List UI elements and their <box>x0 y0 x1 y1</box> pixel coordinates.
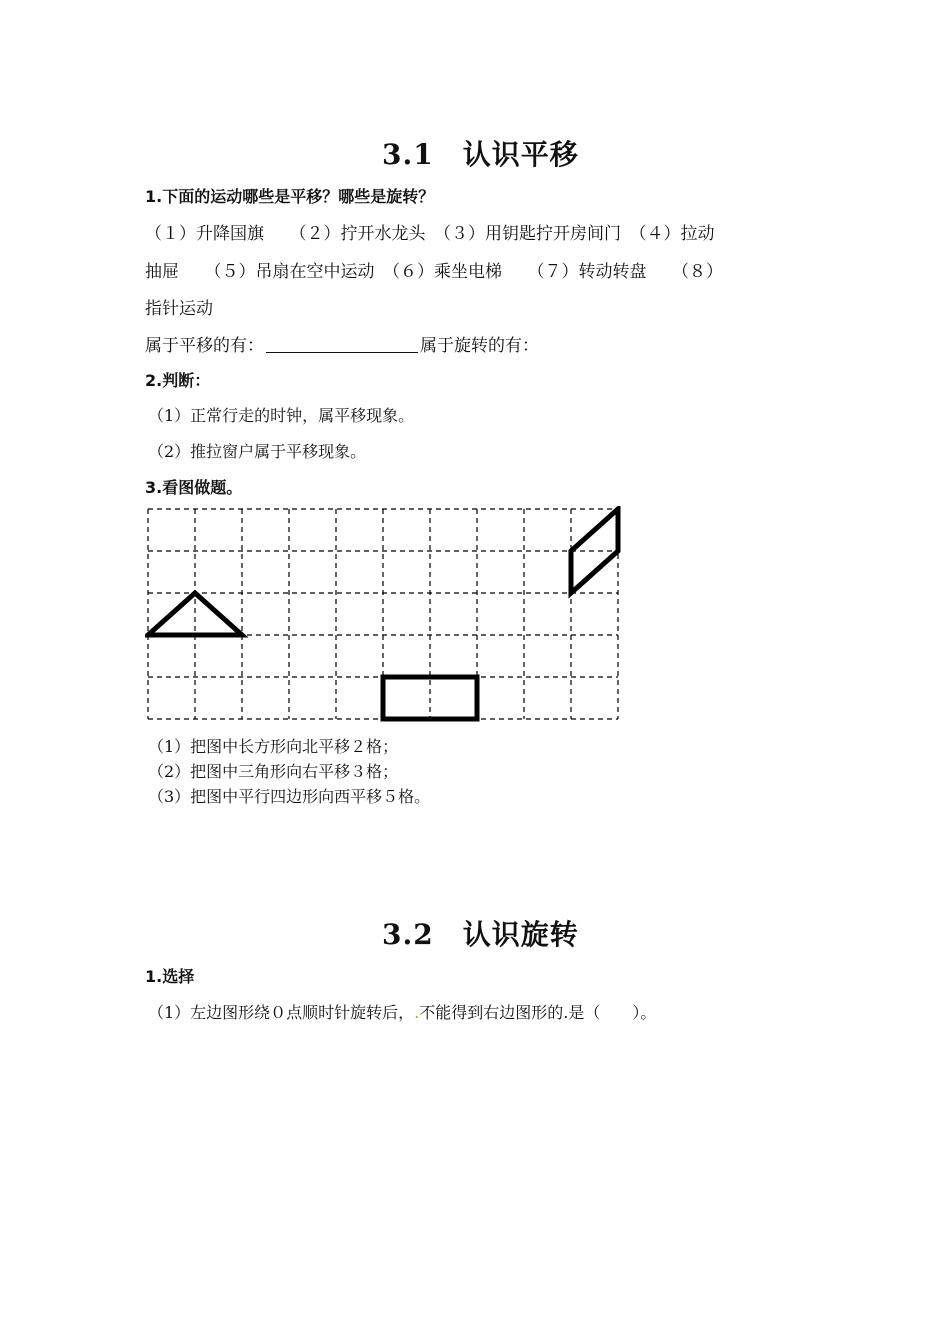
emphasis-dot: . <box>414 1003 420 1022</box>
q1-line-3: 指针运动 <box>145 299 213 319</box>
rotation-label: 属于旋转的有： <box>420 336 539 356</box>
s2-q1-item-1 <box>148 1000 656 1023</box>
q3-item-3: （3）把图中平行四边形向西平移５格。 <box>148 787 431 806</box>
q1-line-2: 抽屉 （５）吊扇在空中运动 （６）乘坐电梯 （７）转动转盘 （８） <box>145 262 723 282</box>
translation-grid-figure <box>145 506 625 726</box>
q1-answer-line <box>145 331 539 356</box>
q3-item-1: （1）把图中长方形向北平移２格； <box>148 737 399 756</box>
s2-q1-item-1-part-c: .是（ ）。 <box>563 1003 657 1022</box>
s2-q1-item-1-part-a: （1）左边图形绕０点顺时针旋转后， <box>148 1003 415 1022</box>
translation-label: 属于平移的有： <box>145 336 264 356</box>
section1-title: 3.1 认识平移 <box>382 138 579 171</box>
q2-heading: 2.判断： <box>145 371 211 390</box>
s2-q1-heading: 1.选择 <box>145 967 195 986</box>
q2-item-2: （2）推拉窗户属于平移现象。 <box>148 442 367 461</box>
q3-heading: 3.看图做题。 <box>145 478 243 497</box>
q3-item-2: （2）把图中三角形向右平移３格； <box>148 762 399 781</box>
q1-heading: 1.下面的运动哪些是平移？哪些是旋转？ <box>145 187 435 206</box>
section2-title: 3.2 认识旋转 <box>382 918 579 951</box>
s2-q1-item-1-part-b: 不能得到右边图形的 <box>419 1003 564 1022</box>
translation-answer-blank[interactable] <box>266 336 418 353</box>
q1-line-1: （１）升降国旗 （２）拧开水龙头 （３）用钥匙拧开房间门 （４）拉动 <box>145 224 715 244</box>
q2-item-1: （1）正常行走的时钟，属平移现象。 <box>148 406 415 425</box>
